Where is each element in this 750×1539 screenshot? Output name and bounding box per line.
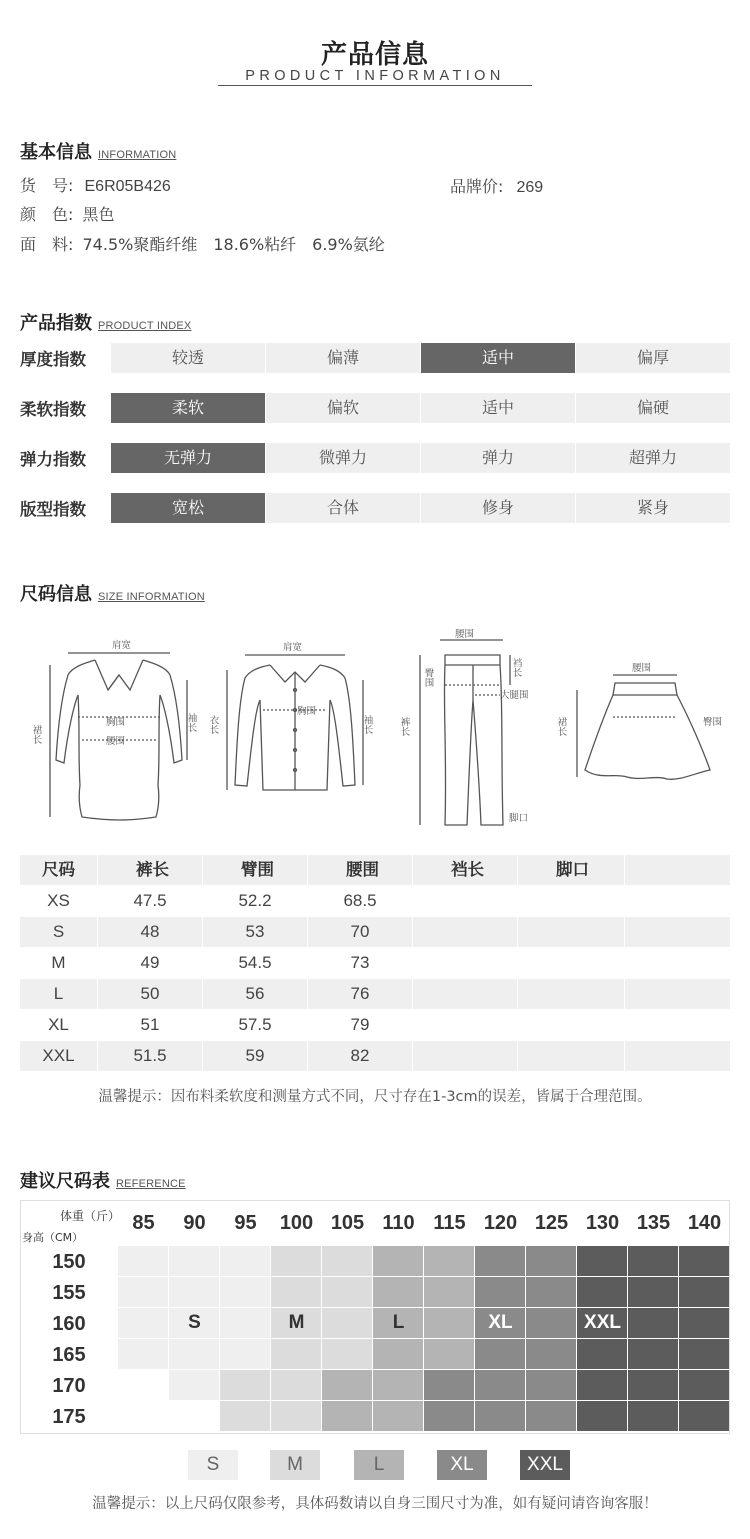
height-header: 150 xyxy=(52,1251,86,1273)
index-row-label: 版型指数 xyxy=(20,500,86,519)
size-table-cell: L xyxy=(20,979,97,1009)
size-table-header xyxy=(625,855,730,885)
item-no: 货 号: E6R05B426 xyxy=(20,176,171,195)
height-header: 165 xyxy=(52,1344,86,1366)
product-index-title: 产品指数 PRODUCT INDEX xyxy=(20,313,192,334)
index-option: 适中 xyxy=(421,343,575,373)
skirt-length-label-2: 裙长 xyxy=(555,717,567,736)
reference-grid-cell xyxy=(118,1308,168,1338)
reference-grid-cell xyxy=(220,1339,270,1369)
size-table-header: 尺码 xyxy=(20,855,97,885)
size-table-cell: 51.5 xyxy=(98,1041,202,1071)
size-table-cell: 54.5 xyxy=(203,948,307,978)
reference-grid-cell xyxy=(424,1401,474,1431)
size-table-header: 裆长 xyxy=(413,855,517,885)
weight-header: 130 xyxy=(585,1212,620,1234)
size-table-cell: 79 xyxy=(308,1010,412,1040)
size-table-cell: XXL xyxy=(20,1041,97,1071)
size-table-header: 腰围 xyxy=(308,855,412,885)
index-row-label: 弹力指数 xyxy=(20,450,86,469)
reference-grid-cell xyxy=(424,1308,474,1338)
reference-grid-cell xyxy=(322,1370,372,1400)
reference-grid-cell xyxy=(373,1246,423,1276)
size-table-cell: M xyxy=(20,948,97,978)
reference-grid-cell xyxy=(118,1246,168,1276)
reference-grid-cell xyxy=(679,1246,729,1276)
reference-size-label: S xyxy=(188,1312,201,1333)
reference-grid-cell xyxy=(526,1277,576,1307)
reference-grid-cell xyxy=(169,1401,219,1431)
size-table-cell xyxy=(518,886,624,916)
pants-figure xyxy=(395,625,545,835)
size-table-cell xyxy=(518,979,624,1009)
reference-grid-cell xyxy=(424,1370,474,1400)
index-option: 宽松 xyxy=(111,493,265,523)
index-option: 合体 xyxy=(266,493,420,523)
reference-grid-cell xyxy=(271,1246,321,1276)
reference-grid-cell xyxy=(118,1277,168,1307)
reference-grid-cell xyxy=(169,1370,219,1400)
reference-grid-cell xyxy=(220,1246,270,1276)
reference-grid-cell xyxy=(424,1339,474,1369)
size-table-header: 裤长 xyxy=(98,855,202,885)
reference-grid-cell xyxy=(628,1401,678,1431)
size-table-cell xyxy=(625,979,730,1009)
reference-grid-cell xyxy=(526,1401,576,1431)
reference-grid-cell xyxy=(169,1277,219,1307)
skirt-figure xyxy=(555,655,735,785)
weight-header: 120 xyxy=(483,1212,518,1234)
page-subtitle: PRODUCT INFORMATION xyxy=(245,68,505,84)
reference-grid-cell xyxy=(526,1308,576,1338)
skirt-hip-label: 臀围 xyxy=(703,717,723,728)
reference-grid-cell xyxy=(271,1277,321,1307)
reference-grid-cell xyxy=(271,1370,321,1400)
reference-grid-cell xyxy=(577,1339,627,1369)
reference-grid-cell xyxy=(118,1370,168,1400)
size-table-cell: 59 xyxy=(203,1041,307,1071)
sleeve-length-label: 袖长 xyxy=(185,713,197,732)
reference-grid-cell xyxy=(526,1339,576,1369)
index-option: 柔软 xyxy=(111,393,265,423)
corner-weight: 体重（斤） xyxy=(60,1209,121,1223)
size-table-cell xyxy=(413,1010,517,1040)
size-table-cell xyxy=(625,886,730,916)
reference-grid-cell xyxy=(628,1308,678,1338)
index-option: 修身 xyxy=(421,493,575,523)
size-table-cell: S xyxy=(20,917,97,947)
reference-grid-cell xyxy=(679,1339,729,1369)
reference-grid-cell xyxy=(526,1370,576,1400)
shirt-sleeve-label: 袖长 xyxy=(361,715,373,734)
index-row-label: 柔软指数 xyxy=(20,400,86,419)
reference-grid-cell xyxy=(577,1277,627,1307)
index-option: 偏软 xyxy=(266,393,420,423)
reference-grid-cell xyxy=(169,1339,219,1369)
reference-grid-cell xyxy=(475,1246,525,1276)
index-option: 较透 xyxy=(111,343,265,373)
basic-info-title: 基本信息 INFORMATION xyxy=(20,142,177,163)
skirt-length-label: 裙长 xyxy=(30,725,42,744)
skirt-waist-label: 腰围 xyxy=(632,663,652,674)
weight-header: 85 xyxy=(132,1212,155,1234)
hem-label: 脚口 xyxy=(509,813,529,824)
reference-grid-cell xyxy=(271,1339,321,1369)
index-option: 偏薄 xyxy=(266,343,420,373)
reference-grid-cell xyxy=(169,1246,219,1276)
weight-header: 115 xyxy=(433,1212,466,1234)
pants-waist-label: 腰围 xyxy=(455,629,475,640)
reference-size-label: L xyxy=(392,1312,405,1333)
size-table-cell xyxy=(518,1041,624,1071)
reference-grid-cell xyxy=(424,1277,474,1307)
shoulder-label: 肩宽 xyxy=(112,640,132,651)
index-option: 紧身 xyxy=(576,493,730,523)
reference-note: 温馨提示：以上尺码仅限参考，具体码数请以自身三围尺寸为准，如有疑问请咨询客服！ xyxy=(92,1496,658,1512)
legend-item-l: L xyxy=(354,1450,404,1480)
size-table-cell: 49 xyxy=(98,948,202,978)
reference-grid-cell xyxy=(475,1339,525,1369)
reference-grid-cell xyxy=(679,1401,729,1431)
height-header: 170 xyxy=(52,1375,86,1397)
size-table-header: 脚口 xyxy=(518,855,624,885)
reference-grid-cell xyxy=(373,1277,423,1307)
index-option: 偏厚 xyxy=(576,343,730,373)
title-underline xyxy=(218,85,532,86)
size-table-cell xyxy=(518,1010,624,1040)
size-info-title: 尺码信息 SIZE INFORMATION xyxy=(20,584,205,605)
shirt-figure xyxy=(205,640,380,800)
reference-grid-cell xyxy=(679,1370,729,1400)
size-table-cell: 57.5 xyxy=(203,1010,307,1040)
reference-title: 建议尺码表 REFERENCE xyxy=(20,1171,186,1192)
reference-grid-cell xyxy=(628,1370,678,1400)
weight-header: 95 xyxy=(234,1212,257,1234)
index-option: 超弹力 xyxy=(576,443,730,473)
reference-grid-cell xyxy=(628,1277,678,1307)
reference-grid-cell xyxy=(475,1370,525,1400)
size-table-cell: XS xyxy=(20,886,97,916)
pants-length-label: 裤长 xyxy=(398,717,410,736)
reference-grid-cell xyxy=(628,1246,678,1276)
reference-size-label: M xyxy=(288,1312,305,1333)
weight-header: 140 xyxy=(687,1212,722,1234)
size-table-cell: 82 xyxy=(308,1041,412,1071)
reference-grid-cell xyxy=(322,1401,372,1431)
size-table-cell xyxy=(413,979,517,1009)
height-header: 175 xyxy=(52,1406,86,1428)
size-table-cell xyxy=(518,917,624,947)
weight-header: 90 xyxy=(183,1212,206,1234)
reference-grid-cell xyxy=(424,1246,474,1276)
reference-grid-cell xyxy=(322,1308,372,1338)
size-table-cell xyxy=(413,886,517,916)
size-table-cell xyxy=(413,917,517,947)
legend-item-xxl: XXL xyxy=(520,1450,570,1480)
pants-hip-label: 臀围 xyxy=(422,668,434,687)
size-table-cell xyxy=(625,948,730,978)
thigh-label: 大腿围 xyxy=(500,690,529,701)
size-table-cell: 51 xyxy=(98,1010,202,1040)
weight-header: 100 xyxy=(279,1212,314,1234)
size-table-header: 臂围 xyxy=(203,855,307,885)
size-note: 温馨提示：因布料柔软度和测量方式不同，尺寸存在1-3cm的误差，皆属于合理范围。 xyxy=(98,1089,652,1105)
page-title: 产品信息 xyxy=(320,40,429,70)
height-header: 155 xyxy=(52,1282,86,1304)
legend-item-m: M xyxy=(270,1450,320,1480)
reference-grid-cell xyxy=(118,1401,168,1431)
size-table-cell: 70 xyxy=(308,917,412,947)
index-row-label: 厚度指数 xyxy=(20,350,86,369)
corner-height: 身高（CM） xyxy=(22,1231,84,1244)
reference-grid-cell xyxy=(475,1401,525,1431)
reference-grid-cell xyxy=(220,1401,270,1431)
weight-header: 105 xyxy=(330,1212,365,1234)
reference-grid-cell xyxy=(577,1370,627,1400)
size-table-cell: 76 xyxy=(308,979,412,1009)
reference-grid-cell xyxy=(118,1339,168,1369)
fabric-info: 面 料: 74.5%聚酯纤维 18.6%粘纤 6.9%氨纶 xyxy=(20,235,385,254)
reference-grid-cell xyxy=(271,1401,321,1431)
waist-label: 腰围 xyxy=(106,736,126,747)
reference-grid-cell xyxy=(628,1339,678,1369)
reference-grid-cell xyxy=(220,1370,270,1400)
size-table-cell: 73 xyxy=(308,948,412,978)
reference-grid-cell xyxy=(679,1308,729,1338)
size-table-cell: 56 xyxy=(203,979,307,1009)
reference-grid-cell xyxy=(679,1277,729,1307)
height-header: 160 xyxy=(52,1313,86,1335)
size-table-cell: 52.2 xyxy=(203,886,307,916)
reference-grid-cell xyxy=(577,1246,627,1276)
size-table-cell: 50 xyxy=(98,979,202,1009)
size-table-cell: 68.5 xyxy=(308,886,412,916)
size-table-cell xyxy=(625,1041,730,1071)
reference-grid-cell xyxy=(373,1401,423,1431)
size-table-cell: 48 xyxy=(98,917,202,947)
reference-grid-cell xyxy=(577,1401,627,1431)
index-option: 弹力 xyxy=(421,443,575,473)
dress-figure xyxy=(30,635,200,825)
brand-price: 品牌价: 269 xyxy=(450,177,544,196)
shirt-shoulder-label: 肩宽 xyxy=(283,642,303,653)
shirt-chest-label: 胸围 xyxy=(297,706,317,717)
weight-header: 125 xyxy=(534,1212,569,1234)
reference-grid-cell xyxy=(322,1246,372,1276)
reference-grid-cell xyxy=(373,1370,423,1400)
reference-grid-cell xyxy=(220,1277,270,1307)
size-table-cell xyxy=(518,948,624,978)
weight-header: 135 xyxy=(636,1212,671,1234)
size-table-cell: 47.5 xyxy=(98,886,202,916)
index-option: 偏硬 xyxy=(576,393,730,423)
top-length-label: 衣长 xyxy=(207,715,219,734)
size-table-cell: XL xyxy=(20,1010,97,1040)
index-option: 无弹力 xyxy=(111,443,265,473)
legend-item-xl: XL xyxy=(437,1450,487,1480)
reference-grid-cell xyxy=(526,1246,576,1276)
reference-grid-cell xyxy=(373,1339,423,1369)
size-table-cell: 53 xyxy=(203,917,307,947)
rise-label: 裆长 xyxy=(510,658,522,677)
color-info: 颜 色: 黑色 xyxy=(20,205,115,224)
size-table-cell xyxy=(625,917,730,947)
index-option: 微弹力 xyxy=(266,443,420,473)
reference-size-label: XL xyxy=(488,1312,513,1333)
index-option: 适中 xyxy=(421,393,575,423)
size-table-cell xyxy=(413,948,517,978)
legend-item-s: S xyxy=(188,1450,238,1480)
reference-grid-cell xyxy=(475,1277,525,1307)
weight-header: 110 xyxy=(382,1212,415,1234)
size-table-cell xyxy=(625,1010,730,1040)
size-table-cell xyxy=(413,1041,517,1071)
reference-grid-cell xyxy=(220,1308,270,1338)
reference-grid-cell xyxy=(322,1339,372,1369)
chest-label: 胸围 xyxy=(106,717,126,728)
reference-size-label: XXL xyxy=(584,1312,621,1333)
reference-grid-cell xyxy=(322,1277,372,1307)
